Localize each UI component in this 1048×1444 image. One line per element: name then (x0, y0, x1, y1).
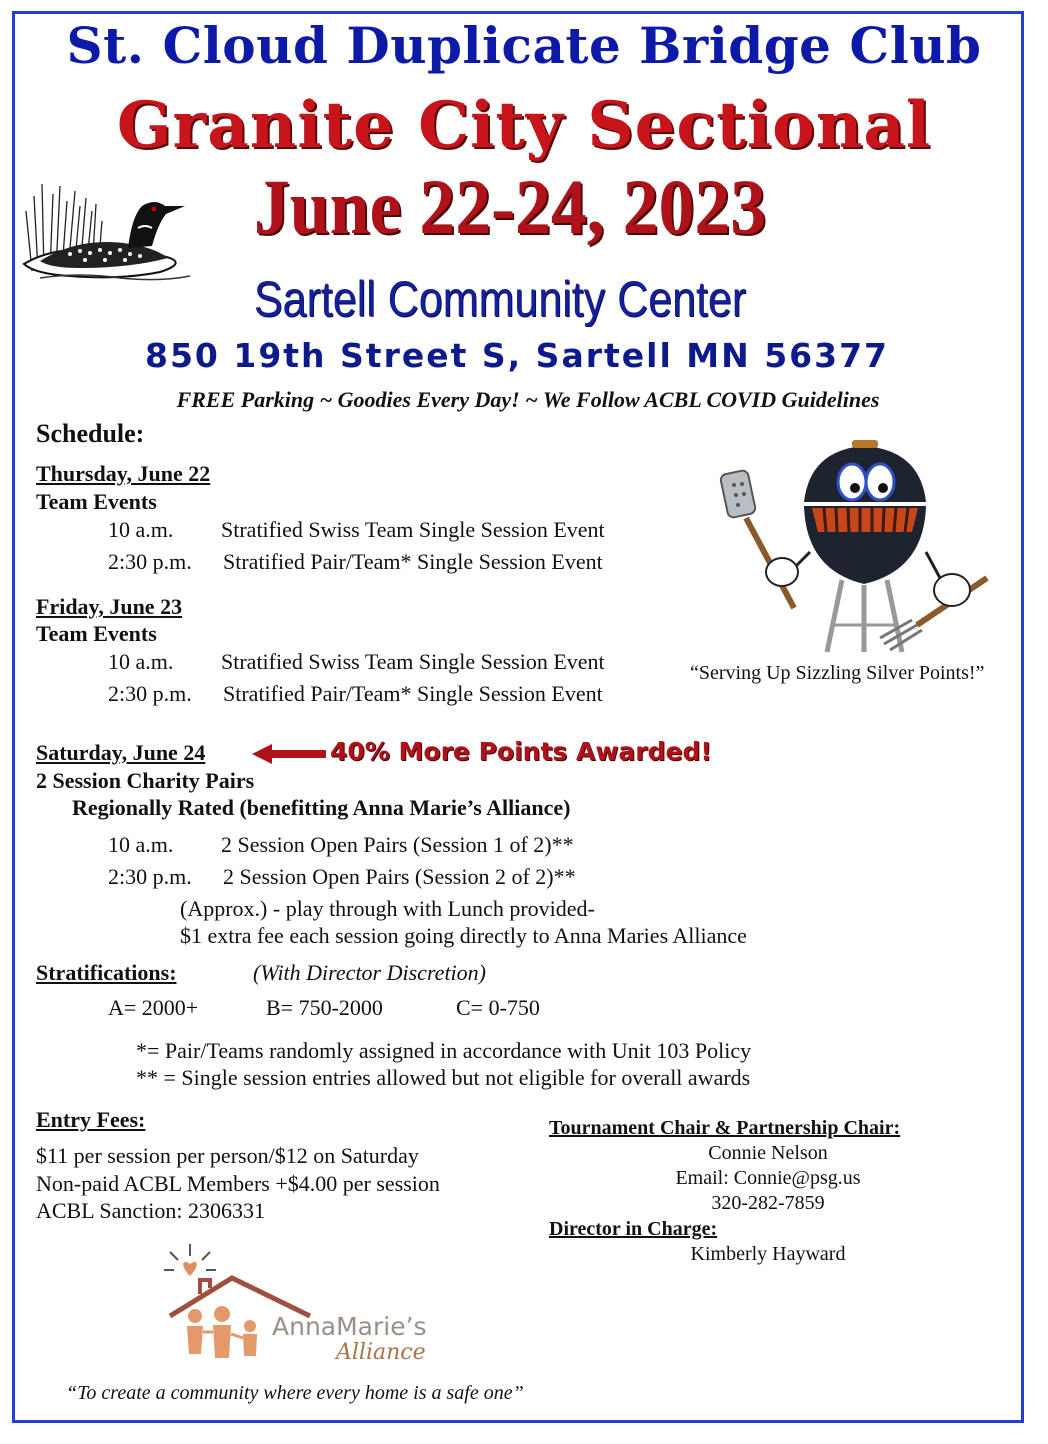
points-callout: 40% More Points Awarded! (330, 737, 712, 766)
thursday-session-2 (108, 549, 668, 577)
loon-illustration (20, 176, 200, 286)
fees-heading: Entry Fees: (36, 1107, 146, 1132)
strat-b: B= 750-2000 (266, 995, 383, 1020)
saturday-session-2 (108, 864, 668, 892)
director-heading: Director in Charge: (549, 1218, 718, 1240)
grill-illustration (712, 440, 1002, 655)
session-time: 10 a.m. (108, 517, 174, 542)
session-desc: 2 Session Open Pairs (Session 1 of 2)** (221, 832, 574, 857)
saturday-session-1 (108, 832, 668, 860)
session-time: 2:30 p.m. (108, 864, 192, 889)
tagline: FREE Parking ~ Goodies Every Day! ~ We Follow ACBL COVID Guidelines (176, 387, 880, 412)
stratifications-note: (With Director Discretion) (253, 960, 486, 985)
strat-a: A= 2000+ (108, 995, 199, 1020)
chair-name: Connie Nelson (708, 1142, 828, 1164)
fee-line-1: $11 per session per person/$12 on Saturday (36, 1143, 419, 1168)
chair-heading: Tournament Chair & Partnership Chair: (549, 1117, 901, 1139)
session-desc: 2 Session Open Pairs (Session 2 of 2)** (223, 864, 576, 889)
friday-category: Team Events (36, 621, 157, 646)
club-title: St. Cloud Duplicate Bridge Club (66, 16, 982, 75)
fee-line-3: ACBL Sanction: 2306331 (36, 1198, 265, 1223)
grill-caption: “Serving Up Sizzling Silver Points!” (690, 662, 985, 684)
saturday-note-fee: $1 extra fee each session going directly to Anna Maries Alliance (180, 923, 747, 948)
thursday-session-1 (108, 517, 668, 545)
logo-name: AnnaMarie’s (272, 1312, 427, 1341)
chair-phone: 320-282-7859 (711, 1192, 825, 1214)
event-dates: June 22-24, 2023 (253, 163, 767, 250)
session-desc: Stratified Swiss Team Single Session Event (221, 517, 605, 542)
session-desc: Stratified Swiss Team Single Session Event (221, 649, 605, 674)
strat-c: C= 0-750 (456, 995, 540, 1020)
director-name: Kimberly Hayward (690, 1243, 846, 1265)
saturday-heading: Saturday, June 24 (36, 740, 206, 765)
logo-subtitle: Alliance (336, 1340, 426, 1365)
venue-name: Sartell Community Center (253, 271, 747, 327)
session-time: 2:30 p.m. (108, 681, 192, 706)
session-time: 2:30 p.m. (108, 549, 192, 574)
footnote-double-star: ** = Single session entries allowed but not eligible for overall awards (136, 1065, 751, 1090)
session-desc: Stratified Pair/Team* Single Session Event (223, 549, 603, 574)
thursday-heading: Thursday, June 22 (36, 461, 211, 486)
venue-address: 850 19th Street S, Sartell MN 56377 (144, 336, 890, 375)
session-time: 10 a.m. (108, 832, 174, 857)
arrow-left-icon (250, 742, 328, 766)
friday-session-1 (108, 649, 668, 677)
fee-line-2: Non-paid ACBL Members +$4.00 per session (36, 1171, 440, 1196)
stratifications-heading: Stratifications: (36, 960, 177, 985)
motto: “To create a community where every home is a safe one” (66, 1382, 524, 1404)
annamaries-alliance-logo (160, 1236, 480, 1376)
thursday-category: Team Events (36, 489, 157, 514)
friday-heading: Friday, June 23 (36, 594, 183, 619)
session-desc: Stratified Pair/Team* Single Session Event (223, 681, 603, 706)
friday-session-2 (108, 681, 668, 709)
event-title: Granite City Sectional (116, 88, 932, 163)
footnote-single-star: *= Pair/Teams randomly assigned in accordance with Unit 103 Policy (136, 1038, 752, 1063)
chair-email: Email: Connie@psg.us (675, 1167, 861, 1189)
saturday-subcategory: Regionally Rated (benefitting Anna Marie’s Alliance) (72, 795, 571, 820)
schedule-heading: Schedule: (36, 419, 145, 448)
saturday-category: 2 Session Charity Pairs (36, 768, 255, 793)
saturday-note-lunch: (Approx.) - play through with Lunch provided- (180, 896, 595, 921)
session-time: 10 a.m. (108, 649, 174, 674)
